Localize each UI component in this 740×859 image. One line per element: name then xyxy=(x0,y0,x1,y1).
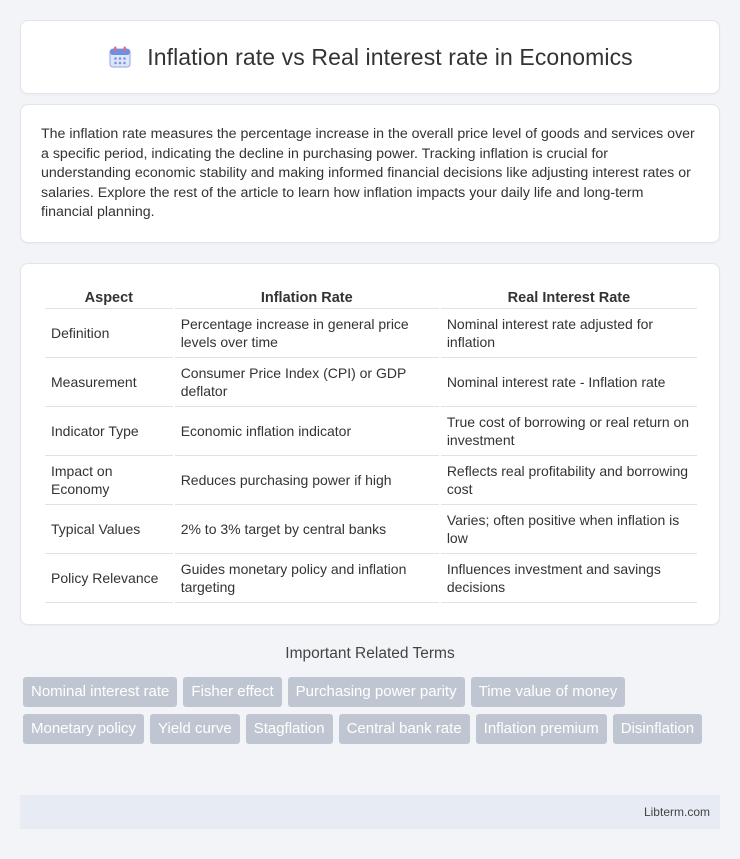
header-inflation-rate: Inflation Rate xyxy=(175,282,439,309)
footer xyxy=(20,795,720,829)
tag-central-bank-rate[interactable]: Central bank rate xyxy=(339,714,470,744)
comparison-table xyxy=(43,282,699,603)
footer-brand-link[interactable]: Libterm.com xyxy=(643,805,710,819)
cell-aspect: Indicator Type xyxy=(45,407,173,456)
tag-disinflation[interactable]: Disinflation xyxy=(613,714,702,744)
table-row xyxy=(45,407,697,456)
tag-inflation-premium[interactable]: Inflation premium xyxy=(476,714,607,744)
cell-real-interest: Reflects real profitability and borrowing cost xyxy=(441,456,697,505)
tag-stagflation[interactable]: Stagflation xyxy=(246,714,333,744)
tag-fisher-effect[interactable]: Fisher effect xyxy=(183,677,281,707)
title-wrap xyxy=(107,44,633,71)
cell-real-interest: Nominal interest rate - Inflation rate xyxy=(441,358,697,407)
tag-monetary-policy[interactable]: Monetary policy xyxy=(23,714,144,744)
cell-inflation: 2% to 3% target by central banks xyxy=(175,505,439,554)
page-title: Inflation rate vs Real interest rate in Economics xyxy=(147,43,633,70)
cell-aspect: Measurement xyxy=(45,358,173,407)
header-card xyxy=(20,20,720,94)
intro-paragraph: The inflation rate measures the percentage increase in the overall price level of goods and services over a specific period, indicating the decline in purchasing power. Tracking inflation is crucial for understanding economic stability and making informed financial decisions like adjusting interest rates or salaries. Explore the rest of the article to learn how inflation impacts your daily life and long-term financial planning. xyxy=(41,126,695,221)
cell-inflation: Consumer Price Index (CPI) or GDP deflator xyxy=(175,358,439,407)
cell-real-interest: Influences investment and savings decisions xyxy=(441,554,697,603)
table-row xyxy=(45,554,697,603)
cell-real-interest: Varies; often positive when inflation is low xyxy=(441,505,697,554)
tag-nominal-interest-rate[interactable]: Nominal interest rate xyxy=(23,677,177,707)
cell-inflation: Percentage increase in general price levels over time xyxy=(175,309,439,358)
table-row xyxy=(45,309,697,358)
table-row xyxy=(45,505,697,554)
header-real-interest-rate: Real Interest Rate xyxy=(441,282,697,309)
cell-inflation: Reduces purchasing power if high xyxy=(175,456,439,505)
header-aspect: Aspect xyxy=(45,282,173,309)
cell-inflation: Guides monetary policy and inflation targeting xyxy=(175,554,439,603)
cell-real-interest: True cost of borrowing or real return on investment xyxy=(441,407,697,456)
related-terms-list xyxy=(23,677,723,744)
intro-card xyxy=(20,104,720,243)
tag-time-value-of-money[interactable]: Time value of money xyxy=(471,677,626,707)
related-terms-title: Important Related Terms xyxy=(285,645,455,662)
tag-yield-curve[interactable]: Yield curve xyxy=(150,714,240,744)
cell-inflation: Economic inflation indicator xyxy=(175,407,439,456)
cell-aspect: Typical Values xyxy=(45,505,173,554)
comparison-table-card xyxy=(20,263,720,625)
cell-aspect: Impact on Economy xyxy=(45,456,173,505)
calendar-icon xyxy=(107,44,133,70)
table-row xyxy=(45,358,697,407)
tag-purchasing-power-parity[interactable]: Purchasing power parity xyxy=(288,677,465,707)
table-row xyxy=(45,456,697,505)
table-header-row xyxy=(45,282,697,309)
cell-aspect: Policy Relevance xyxy=(45,554,173,603)
cell-real-interest: Nominal interest rate adjusted for inflation xyxy=(441,309,697,358)
cell-aspect: Definition xyxy=(45,309,173,358)
